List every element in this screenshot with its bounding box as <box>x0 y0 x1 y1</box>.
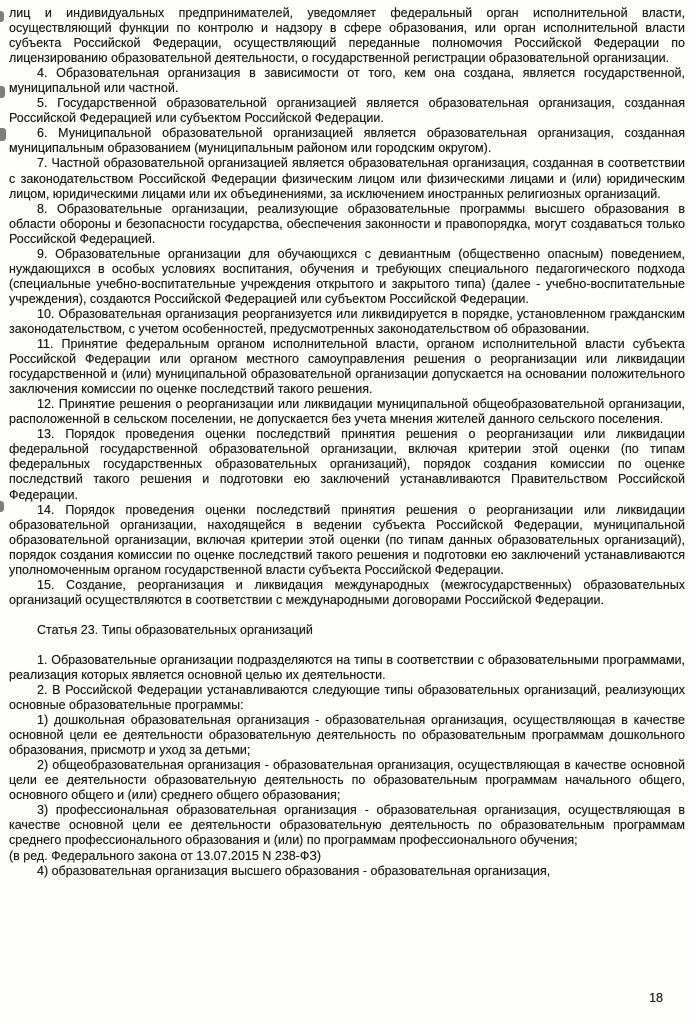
article-heading: Статья 23. Типы образовательных организаций <box>37 622 313 637</box>
paragraph: 13. Порядок проведения оценки последствий принятия решения о реорганизации или ликвидации федеральной государственной образовательной организации, включая критерии этой оценки (по типам федеральных государственных образовательных организаций), порядок создания комиссии по оценке последствий такого решения и подготовки ею заключений устанавливаются Правительством Российской Федерации. <box>9 427 685 502</box>
document-text-block <box>9 6 685 879</box>
paragraph: 3) профессиональная образовательная организация - образовательная организация, осуществляющая в качестве основной цели ее деятельности образовательную деятельность по образовательным программам среднего профессионального образования и (или) по программам профессионального обучения; <box>9 803 685 848</box>
paragraph: 7. Частной образовательной организацией является образовательная организация, созданная в соответствии с законодательством Российской Федерации физическим лицом или физическими лицами и (или) юридическим лицом, юридическими лицами или их объединениями, за исключением иностранных религиозных организаций. <box>9 156 685 201</box>
paragraph: лиц и индивидуальных предпринимателей, уведомляет федеральный орган исполнительной власти, осуществляющий функции по контролю и надзору в сфере образования, или орган исполнительной власти субъекта Российской Федерации, осуществляющий переданные полномочия Российской Федерации по лицензированию образовательной деятельности, о государственной регистрации образовательной организации. <box>9 6 685 66</box>
paragraph: 1. Образовательные организации подразделяются на типы в соответствии с образовательными программами, реализация которых является основной целью их деятельности. <box>9 652 685 682</box>
paragraph: 1) дошкольная образовательная организация - образовательная организация, осуществляющая в качестве основной цели ее деятельности образовательную деятельность по образовательным программам дошкольного образования, присмотр и уход за детьми; <box>9 713 685 758</box>
paragraph: 11. Принятие федеральным органом исполнительной власти, органом исполнительной власти субъекта Российской Федерации или органом местного самоуправления решения о реорганизации или ликвидации государственной и (или) муниципальной образовательной организации допускается на основании положительного заключения комиссии по оценке последствий такого решения. <box>9 337 685 397</box>
amendment-note: (в ред. Федерального закона от 13.07.2015 N 238-ФЗ) <box>9 848 322 863</box>
paragraph: 9. Образовательные организации для обучающихся с девиантным (общественно опасным) поведением, нуждающихся в особых условиях воспитания, обучения и требующих специального педагогического подхода (специальные учебно-воспитательные учреждения открытого и закрытого типа) (далее - учебно-воспитательные учреждения), создаются Российской Федерацией или субъектом Российской Федерации. <box>9 246 685 306</box>
scan-artifact <box>0 11 4 22</box>
paragraph: 15. Создание, реорганизация и ликвидация международных (межгосударственных) образовательных организаций осуществляются в соответствии с международными договорами Российской Федерации. <box>9 577 685 607</box>
paragraph: 8. Образовательные организации, реализующие образовательные программы высшего образования в области обороны и безопасности государства, обеспечения законности и правопорядка, могут создаваться только Российской Федерацией. <box>9 201 685 246</box>
page-number: 18 <box>649 991 663 1005</box>
scan-artifact <box>0 501 4 512</box>
paragraph: 2) общеобразовательная организация - образовательная организация, осуществляющая в качестве основной цели ее деятельности образовательную деятельность по образовательным программам начального общего, основного общего и (или) среднего общего образования; <box>9 758 685 803</box>
paragraph: 5. Государственной образовательной организацией является образовательная организация, созданная Российской Федерацией или субъектом Российской Федерации. <box>9 96 685 126</box>
paragraph: 12. Принятие решения о реорганизации или ликвидации муниципальной общеобразовательной организации, расположенной в сельском поселении, не допускается без учета мнения жителей данного сельского поселения. <box>9 397 685 427</box>
paragraph: 6. Муниципальной образовательной организацией является образовательная организация, созданная муниципальным образованием (муниципальным районом или городским округом). <box>9 126 685 156</box>
paragraph: 2. В Российской Федерации устанавливаются следующие типы образовательных организаций, реализующих основные образовательные программы: <box>9 683 685 713</box>
paragraph: 4) образовательная организация высшего образования - образовательная организация, <box>37 863 551 878</box>
paragraph: 4. Образовательная организация в зависимости от того, кем она создана, является государственной, муниципальной или частной. <box>9 66 685 96</box>
scan-artifact <box>0 86 5 98</box>
scan-artifact <box>0 128 6 141</box>
paragraph: 14. Порядок проведения оценки последствий принятия решения о реорганизации или ликвидации образовательной организации, находящейся в ведении субъекта Российской Федерации, муниципальной образовательной организации, включая критерии этой оценки (по типам данных образовательных организаций), порядок создания комиссии по оценке последствий такого решения и подготовки ею заключений устанавливаются уполномоченным органом государственной власти субъекта Российской Федерации. <box>9 502 685 577</box>
paragraph: 10. Образовательная организация реорганизуется или ликвидируется в порядке, установленном гражданским законодательством, с учетом особенностей, предусмотренных законодательством об образовании. <box>9 306 685 336</box>
